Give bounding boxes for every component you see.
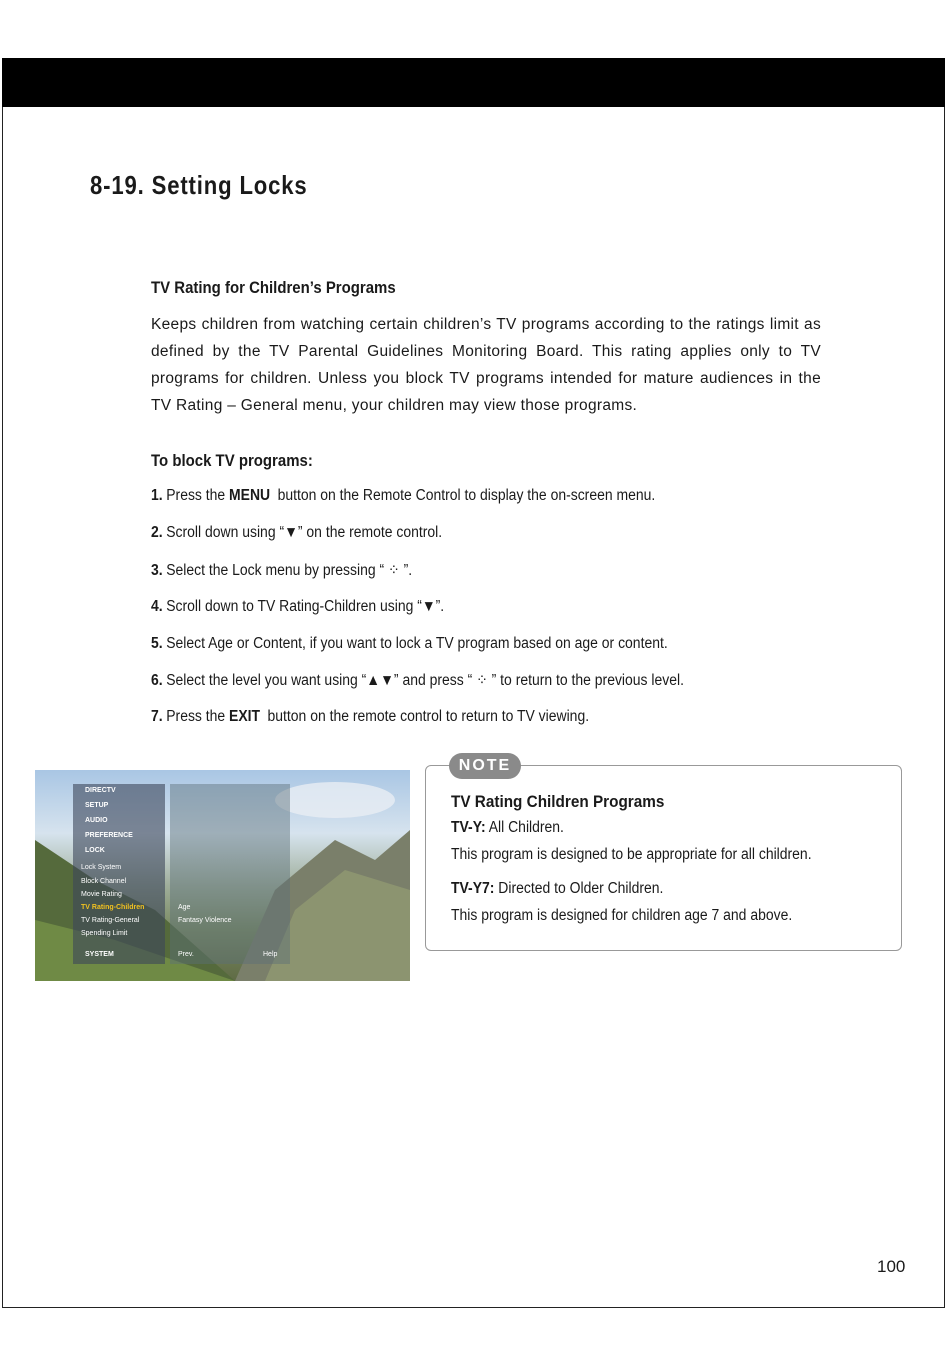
intro-heading: TV Rating for Children’s Programs xyxy=(151,278,396,297)
intro-paragraph: Keeps children from watching certain children’s TV programs according to the ratings limit as defined by the TV Parental Guidelines Monitoring Board. This rating applies only to TV programs for children. Unless you block TV programs intended for mature audiences in the TV Rating – General menu, your children may view those programs. xyxy=(151,316,821,414)
note-title: TV Rating Children Programs xyxy=(451,792,665,811)
note-entry-tv-y: TV-Y: All Children. xyxy=(451,819,564,836)
menu-panel-left xyxy=(73,784,165,964)
step-3: 3. Select the Lock menu by pressing “ ⁘ ”. xyxy=(151,562,413,579)
submenu-item-age: Age xyxy=(178,904,191,911)
note-tab: NOTE xyxy=(449,753,521,779)
step-2: 2. Scroll down using “▼” on the remote control. xyxy=(151,524,443,541)
step-5: 5. Select Age or Content, if you want to lock a TV program based on age or content. xyxy=(151,635,668,652)
submenu-item-fantasy-violence: Fantasy Violence xyxy=(178,917,232,924)
menu-item-block-channel: Block Channel xyxy=(81,878,127,885)
footer-help: Help xyxy=(263,951,278,958)
section-title: 8-19. Setting Locks xyxy=(90,170,308,200)
step-6: 6. Select the level you want using “▲▼” and press “ ⁘ ” to return to the previous level. xyxy=(151,672,684,689)
menu-item-preference: PREFERENCE xyxy=(85,832,133,839)
menu-item-movie-rating: Movie Rating xyxy=(81,891,122,898)
menu-panel-right xyxy=(170,784,290,964)
menu-item-lock: LOCK xyxy=(85,847,105,854)
header-bar xyxy=(2,58,945,107)
page-number: 100 xyxy=(877,1257,906,1276)
note-desc-tv-y7: This program is designed for children age 7 and above. xyxy=(451,907,793,924)
menu-item-lock-system: Lock System xyxy=(81,864,122,871)
menu-item-tv-rating-general: TV Rating-General xyxy=(81,917,140,924)
menu-item-directv: DIRECTV xyxy=(85,787,116,794)
menu-item-audio: AUDIO xyxy=(85,817,108,824)
step-4: 4. Scroll down to TV Rating-Children using “▼”. xyxy=(151,598,445,615)
menu-item-setup: SETUP xyxy=(85,802,109,809)
step-1: 1. Press the MENU button on the Remote Control to display the on-screen menu. xyxy=(151,487,656,504)
menu-item-spending-limit: Spending Limit xyxy=(81,930,128,937)
footer-prev: Prev. xyxy=(178,951,194,958)
note-entry-tv-y7: TV-Y7: Directed to Older Children. xyxy=(451,880,664,897)
tv-screenshot xyxy=(35,770,410,981)
step-7: 7. Press the EXIT button on the remote control to return to TV viewing. xyxy=(151,708,590,725)
menu-item-tv-rating-children: TV Rating-Children xyxy=(81,904,145,911)
procedure-heading: To block TV programs: xyxy=(151,451,313,470)
note-desc-tv-y: This program is designed to be appropriate for all children. xyxy=(451,846,812,863)
menu-item-system: SYSTEM xyxy=(85,951,114,958)
